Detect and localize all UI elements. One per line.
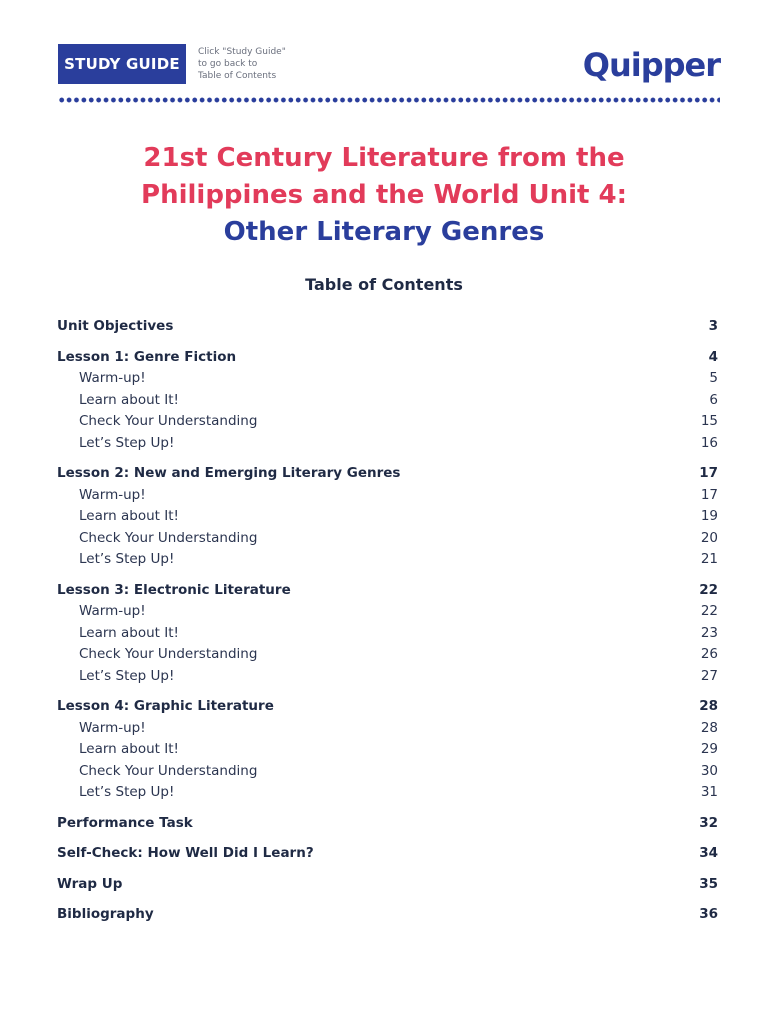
toc-subentry[interactable]: [57, 485, 718, 507]
toc-entry-page: 17: [700, 486, 718, 503]
toc-entry-performance-task[interactable]: [57, 813, 718, 835]
toc-entry-label: Let’s Step Up!: [79, 784, 175, 800]
toc-entry-page: 16: [700, 434, 718, 451]
toc-entry-bibliography[interactable]: [57, 904, 718, 926]
toc-entry-page: 32: [699, 814, 718, 831]
toc-entry-page: 34: [699, 845, 718, 861]
toc-entry-label: Learn about It!: [79, 624, 179, 641]
toc-subentry[interactable]: [57, 368, 718, 390]
toc-entry-label: Lesson 4: Graphic Literature: [57, 698, 274, 714]
document-title: [0, 140, 768, 251]
hint-line: Click "Study Guide": [198, 47, 286, 57]
toc-entry-label: Warm-up!: [79, 370, 146, 386]
toc-entry-page: 28: [700, 719, 718, 736]
toc-entry-label: Lesson 1: Genre Fiction: [57, 348, 237, 365]
study-guide-button[interactable]: STUDY GUIDE: [58, 44, 186, 84]
toc-entry-page: 36: [699, 906, 718, 922]
toc-entry-label: Let’s Step Up!: [79, 434, 175, 451]
toc-entry-label: Unit Objectives: [57, 318, 174, 334]
toc-entry-self-check[interactable]: [57, 843, 718, 865]
toc-entry-page: 21: [700, 551, 718, 567]
title-line-3: Other Literary Genres: [223, 217, 545, 247]
toc-entry-page: 6: [709, 391, 718, 408]
toc-entry-page: 22: [700, 603, 718, 619]
toc-entry-page: 27: [700, 667, 718, 684]
toc-entry-label: Warm-up!: [79, 603, 146, 619]
title-line-2: Philippines and the World Unit 4:: [141, 180, 627, 210]
toc-subentry[interactable]: [57, 782, 718, 804]
toc-entry-lesson-1[interactable]: [57, 347, 718, 369]
toc-entry-page: 15: [700, 413, 718, 429]
hint-line: to go back to: [198, 59, 258, 69]
toc-entry-page: 3: [708, 318, 718, 334]
toc-entry-lesson-3[interactable]: [57, 580, 718, 602]
toc-entry-label: Lesson 2: New and Emerging Literary Genres: [57, 465, 401, 481]
title-line-1: 21st Century Literature from the: [143, 143, 625, 173]
toc-subentry[interactable]: [57, 739, 718, 761]
study-guide-hint: [198, 46, 286, 82]
toc-entry-label: Bibliography: [57, 906, 154, 922]
toc-entry-label: Wrap Up: [57, 875, 123, 892]
toc-entry-label: Let’s Step Up!: [79, 551, 175, 567]
toc-entry-label: Warm-up!: [79, 719, 146, 736]
hint-line: Table of Contents: [198, 71, 277, 81]
page-header: [58, 44, 720, 86]
toc-entry-label: Check Your Understanding: [79, 413, 258, 429]
toc-heading: Table of Contents: [305, 275, 463, 294]
toc-entry-label: Performance Task: [57, 814, 193, 831]
toc-entry-page: 5: [709, 370, 718, 386]
toc-subentry[interactable]: [57, 411, 718, 433]
toc-entry-page: 22: [699, 581, 718, 598]
toc-subentry[interactable]: [57, 390, 718, 412]
toc-entry-page: 35: [699, 875, 718, 892]
toc-entry-label: Learn about It!: [79, 391, 179, 408]
toc-subentry[interactable]: [57, 528, 718, 550]
table-of-contents: [57, 316, 718, 926]
toc-entry-page: 19: [700, 508, 718, 524]
toc-entry-label: Learn about It!: [79, 508, 179, 524]
toc-entry-page: 28: [699, 698, 718, 714]
toc-entry-label: Check Your Understanding: [79, 762, 258, 779]
toc-entry-page: 26: [700, 646, 718, 662]
toc-entry-label: Let’s Step Up!: [79, 667, 175, 684]
toc-entry-page: 31: [700, 784, 718, 800]
toc-entry-label: Self-Check: How Well Did I Learn?: [57, 845, 314, 861]
toc-subentry[interactable]: [57, 623, 718, 645]
toc-entry-lesson-4[interactable]: [57, 696, 718, 718]
toc-subentry[interactable]: [57, 601, 718, 623]
toc-entry-wrap-up[interactable]: [57, 874, 718, 896]
toc-entry-lesson-2[interactable]: [57, 463, 718, 485]
toc-entry-label: Learn about It!: [79, 741, 179, 757]
toc-subentry[interactable]: [57, 761, 718, 783]
toc-entry-page: 30: [700, 762, 718, 779]
toc-entry-page: 20: [700, 529, 718, 546]
toc-entry-label: Lesson 3: Electronic Literature: [57, 581, 291, 598]
dotted-divider: [58, 97, 720, 103]
toc-subentry[interactable]: [57, 644, 718, 666]
toc-entry-page: 29: [700, 741, 718, 757]
toc-entry-unit-objectives[interactable]: [57, 316, 718, 338]
toc-entry-page: 23: [700, 624, 718, 641]
toc-subentry[interactable]: [57, 718, 718, 740]
toc-entry-label: Check Your Understanding: [79, 529, 258, 546]
quipper-logo[interactable]: Quipper: [582, 46, 720, 84]
toc-subentry[interactable]: [57, 506, 718, 528]
toc-entry-label: Check Your Understanding: [79, 646, 258, 662]
toc-subentry[interactable]: [57, 433, 718, 455]
toc-subentry[interactable]: [57, 666, 718, 688]
toc-subentry[interactable]: [57, 549, 718, 571]
toc-entry-page: 17: [699, 465, 718, 481]
toc-entry-label: Warm-up!: [79, 486, 146, 503]
toc-entry-page: 4: [708, 348, 718, 365]
